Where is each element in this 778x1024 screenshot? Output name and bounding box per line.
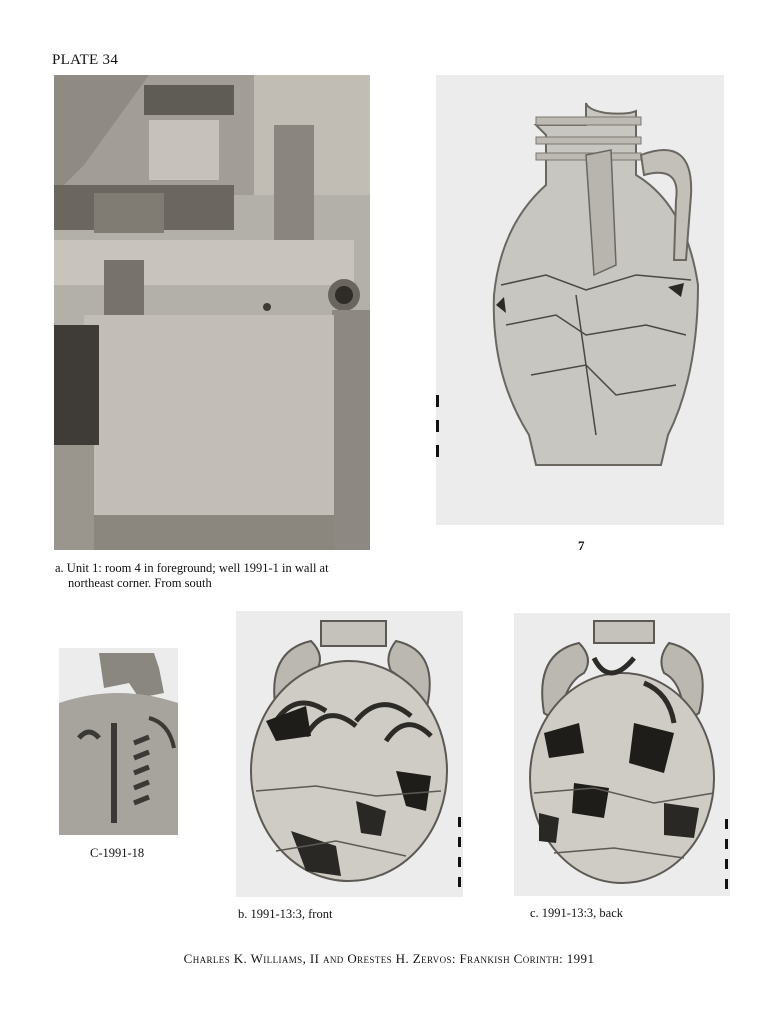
excavation-photo bbox=[54, 75, 370, 550]
jug-7-photo bbox=[436, 75, 724, 525]
jug-7-caption: 7 bbox=[578, 538, 585, 553]
flask-back-caption: c. 1991-13:3, back bbox=[530, 906, 624, 920]
flask-back-photo bbox=[514, 613, 730, 896]
flask-front-caption: b. 1991-13:3, front bbox=[238, 907, 333, 921]
sherd-c1991-18-photo bbox=[59, 648, 178, 835]
excavation-caption-line1: a. Unit 1: room 4 in foreground; well 1991-1 in wall at bbox=[55, 561, 329, 575]
footer-citation: Charles K. Williams, II and Orestes H. Zervos: Frankish Corinth: 1991 bbox=[183, 951, 595, 966]
excavation-caption bbox=[55, 561, 375, 591]
excavation-caption-line2: northeast corner. From south bbox=[68, 576, 212, 590]
flask-front-photo bbox=[236, 611, 463, 897]
plate-label: PLATE 34 bbox=[52, 52, 119, 68]
sherd-c1991-18-caption: C-1991-18 bbox=[90, 846, 145, 860]
